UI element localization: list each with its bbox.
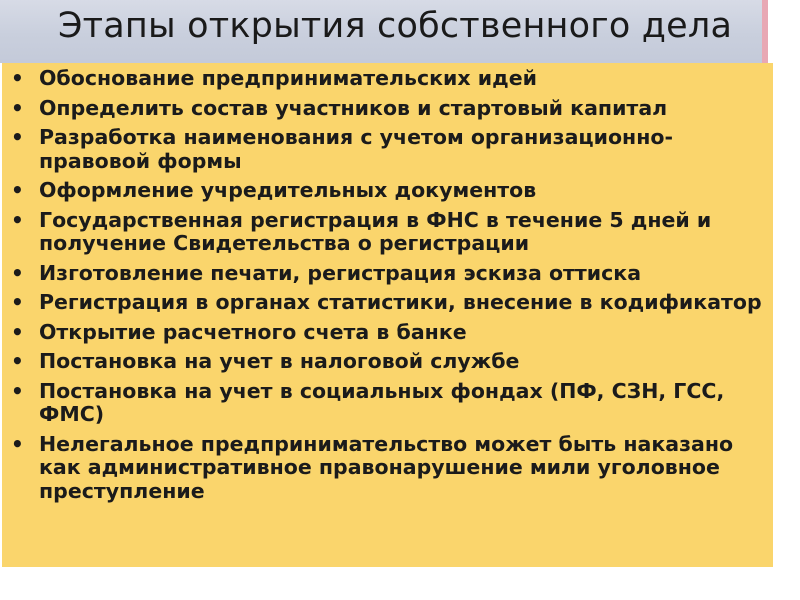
bullet-icon: • (11, 431, 24, 456)
bullet-icon: • (11, 125, 24, 149)
bullet-item-3 (2, 126, 773, 173)
bullet-item-2 (2, 97, 773, 121)
bullet-icon: • (11, 378, 24, 403)
bullet-icon: • (11, 319, 24, 344)
bullet-text: Постановка на учет в социальных фондах (ПФ, СЗН, ГСС, ФМС) (39, 378, 725, 426)
bullet-icon: • (11, 178, 24, 202)
bullet-icon: • (11, 260, 24, 285)
bullet-text: Нелегальное предпринимательство может быть наказано как административное правонарушение мили уголовное преступление (39, 431, 734, 503)
bullet-item-10 (2, 380, 773, 427)
bullet-icon: • (11, 95, 24, 120)
bullet-text: Разработка наименования с учетом организационно-правовой формы (39, 125, 673, 173)
bullet-item-5 (2, 209, 773, 256)
bullet-icon: • (11, 290, 24, 314)
bullet-icon: • (11, 349, 24, 373)
bullet-item-6 (2, 262, 773, 286)
bullet-item-7 (2, 291, 773, 315)
bullet-text: Изготовление печати, регистрация эскиза оттиска (39, 260, 642, 285)
title-band (0, 0, 768, 63)
bullet-icon: • (11, 207, 24, 232)
bullet-text: Регистрация в органах статистики, внесение в кодификатор (39, 290, 762, 314)
bullet-text: Открытие расчетного счета в банке (39, 319, 467, 344)
bullet-item-11 (2, 433, 773, 504)
bullet-icon: • (11, 66, 24, 90)
bullet-list (2, 63, 773, 503)
bullet-item-9 (2, 350, 773, 374)
bullet-item-1 (2, 67, 773, 91)
bullet-text: Постановка на учет в налоговой службе (39, 349, 520, 373)
bullet-text: Оформление учредительных документов (39, 178, 537, 202)
content-box (2, 63, 773, 567)
bullet-item-8 (2, 321, 773, 345)
slide-title: Этапы открытия собственного дела (58, 6, 733, 46)
bullet-text: Государственная регистрация в ФНС в течение 5 дней и получение Свидетельства о регистрации (39, 207, 712, 255)
bullet-text: Определить состав участников и стартовый капитал (39, 95, 668, 120)
bullet-text: Обоснование предпринимательских идей (39, 66, 537, 90)
bullet-item-4 (2, 179, 773, 203)
